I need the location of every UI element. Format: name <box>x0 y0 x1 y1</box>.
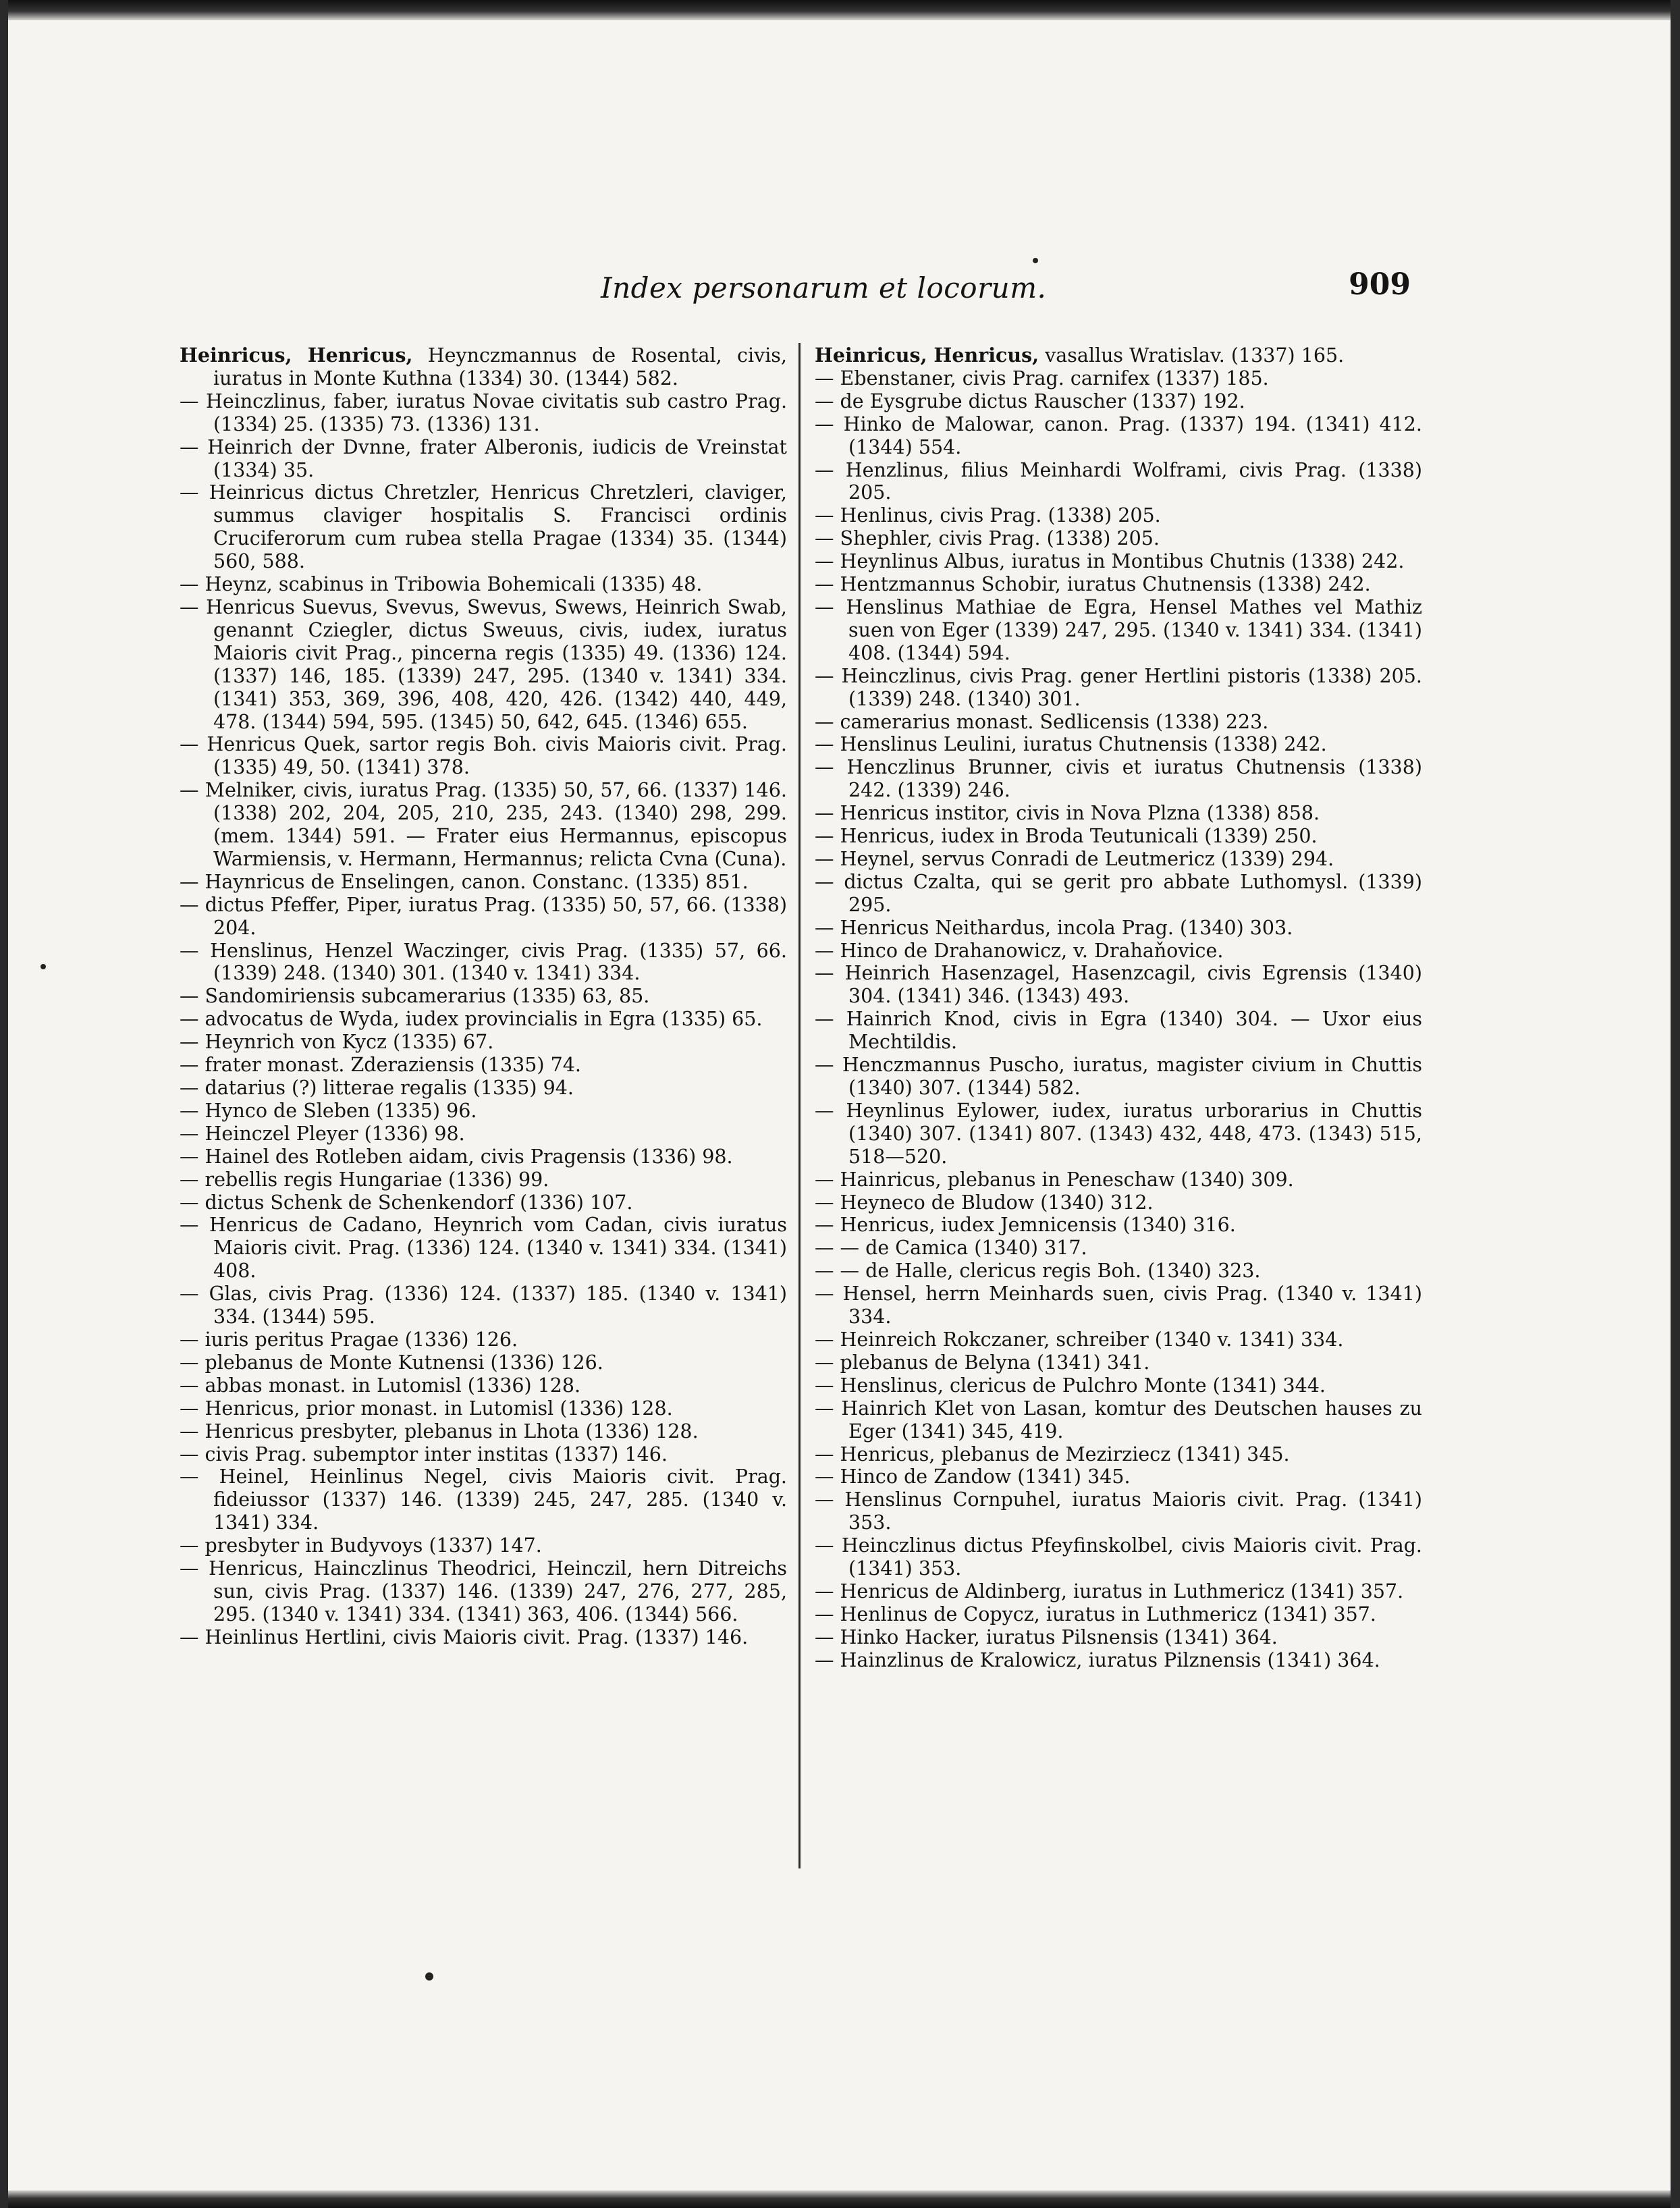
index-entry: — Henricus, plebanus de Mezirziecz (1341) 345. <box>815 1443 1290 1465</box>
index-entry: — dictus Pfeffer, Piper, iuratus Prag. (1335) 50, 57, 66. (1338) 204. <box>180 893 787 939</box>
index-entry: — Henricus Suevus, Svevus, Swevus, Swews, Heinrich Swab, genannt Cziegler, dictus Sweuus, civis, iudex, iuratus Maioris civit Prag., pincerna regis (1335) 49. (1336) 124. (1337) 146, 185. (1339) 247, 295. (1340 v. 1341) 334. (1341) 353, 369, 396, 408, 420, 426. (1342) 440, 449, 478. (1344) 594, 595. (1345) 50, 642, 645. (1346) 655. <box>180 595 787 733</box>
index-entry: — — de Camica (1340) 317. <box>815 1237 1087 1260</box>
index-entry: — Henricus, iudex in Broda Teutunicali (1339) 250. <box>815 825 1318 848</box>
index-entry: — Henricus, Hainczlinus Theodrici, Heinczil, hern Ditreichs sun, civis Prag. (1337) 146. (1339) 247, 276, 277, 285, 295. (1340 v. 1341) 334. (1341) 363, 406. (1344) 566. <box>180 1557 787 1625</box>
index-entry: — Heynel, servus Conradi de Leutmericz (1339) 294. <box>815 847 1334 870</box>
entry-text: vasallus Wratislav. (1337) 165. <box>1039 344 1345 367</box>
page-header <box>175 263 1411 317</box>
index-entry-head <box>815 344 1422 367</box>
index-entry: — advocatus de Wyda, iudex provincialis in Egra (1335) 65. <box>180 1008 763 1031</box>
page-number: 909 <box>1349 267 1411 302</box>
index-entry: — Heynrich von Kycz (1335) 67. <box>180 1031 494 1054</box>
index-entry: — Ebenstaner, civis Prag. carnifex (1337) 185. <box>815 367 1269 389</box>
index-entry: — Henslinus, Henzel Waczinger, civis Prag. (1335) 57, 66. (1339) 248. (1340) 301. (1340 v. 1341) 334. <box>180 939 787 985</box>
index-entry: — presbyter in Budyvoys (1337) 147. <box>180 1534 542 1557</box>
index-entry: — Heinrich der Dvnne, frater Alberonis, iudicis de Vreinstat (1334) 35. <box>180 435 787 481</box>
index-entry: — Hinco de Drahanowicz, v. Drahaňovice. <box>815 939 1224 962</box>
index-entry: — Heynlinus Eylower, iudex, iuratus urborarius in Chuttis (1340) 307. (1341) 807. (1343) 432, 448, 473. (1343) 515, 518—520. <box>815 1099 1422 1168</box>
index-entry: — Henricus, iudex Jemnicensis (1340) 316. <box>815 1214 1236 1237</box>
index-entry: — Shephler, civis Prag. (1338) 205. <box>815 527 1160 550</box>
index-entry: — Heinel, Heinlinus Negel, civis Maioris civit. Prag. fideiussor (1337) 146. (1339) 245, 247, 285. (1340 v. 1341) 334. <box>180 1465 787 1534</box>
index-entry: — Henczmannus Puscho, iuratus, magister civium in Chuttis (1340) 307. (1344) 582. <box>815 1054 1422 1099</box>
index-entry: — Hainzlinus de Kralowicz, iuratus Pilznensis (1341) 364. <box>815 1648 1380 1671</box>
entry-headword: Heinricus, Henricus, <box>815 344 1039 367</box>
index-entry: — Henslinus, clericus de Pulchro Monte (1341) 344. <box>815 1374 1326 1397</box>
index-entry: — Hentzmannus Schobir, iuratus Chutnensis (1338) 242. <box>815 573 1371 596</box>
index-entry: — abbas monast. in Lutomisl (1336) 128. <box>180 1374 581 1397</box>
index-entry: — Hynco de Sleben (1335) 96. <box>180 1099 477 1122</box>
index-entry: — plebanus de Monte Kutnensi (1336) 126. <box>180 1351 603 1374</box>
index-entry: — Heinczlinus, faber, iuratus Novae civitatis sub castro Prag. (1334) 25. (1335) 73. (1336) 131. <box>180 389 787 435</box>
index-entry: — Henricus de Cadano, Heynrich vom Cadan, civis iuratus Maioris civit. Prag. (1336) 124. (1340 v. 1341) 334. (1341) 408. <box>180 1214 787 1283</box>
index-entry: — iuris peritus Pragae (1336) 126. <box>180 1328 518 1351</box>
entry-headword: Heinricus, Henricus, <box>180 344 413 367</box>
index-entry: — Heinrich Hasenzagel, Hasenzcagil, civis Egrensis (1340) 304. (1341) 346. (1343) 493. <box>815 962 1422 1008</box>
index-entry: — Hainel des Rotleben aidam, civis Pragensis (1336) 98. <box>180 1145 733 1168</box>
index-entry: — Hinko Hacker, iuratus Pilsnensis (1341) 364. <box>815 1625 1278 1648</box>
index-entry: — Glas, civis Prag. (1336) 124. (1337) 185. (1340 v. 1341) 334. (1344) 595. <box>180 1283 787 1328</box>
index-column-left <box>180 344 787 1649</box>
index-entry: — Henzlinus, filius Meinhardi Wolframi, civis Prag. (1338) 205. <box>815 458 1422 504</box>
index-entry: — rebellis regis Hungariae (1336) 99. <box>180 1168 549 1191</box>
index-entry: — Henslinus Cornpuhel, iuratus Maioris civit. Prag. (1341) 353. <box>815 1488 1422 1534</box>
index-entry: — Hainricus, plebanus in Peneschaw (1340) 309. <box>815 1168 1294 1191</box>
index-entry: — datarius (?) litterae regalis (1335) 94. <box>180 1077 574 1099</box>
index-entry: — Henslinus Leulini, iuratus Chutnensis (1338) 242. <box>815 733 1327 756</box>
index-entry: — Hinco de Zandow (1341) 345. <box>815 1465 1131 1488</box>
index-column-right <box>815 344 1422 1672</box>
index-entry: — Heinreich Rokczaner, schreiber (1340 v. 1341) 334. <box>815 1328 1344 1351</box>
entry-text: Heynczmannus de Rosental, civis, iuratus in Monte Kuthna (1334) 30. (1344) 582. <box>213 344 787 389</box>
index-entry: — Heinczel Pleyer (1336) 98. <box>180 1122 465 1145</box>
index-entry: — Hensel, herrn Meinhards suen, civis Prag. (1340 v. 1341) 334. <box>815 1283 1422 1328</box>
index-entry: — Henricus Neithardus, incola Prag. (1340) 303. <box>815 916 1293 939</box>
index-entry: — Sandomiriensis subcamerarius (1335) 63, 85. <box>180 985 650 1008</box>
index-entry: — Henlinus, civis Prag. (1338) 205. <box>815 504 1161 527</box>
index-entry: — Hinko de Malowar, canon. Prag. (1337) 194. (1341) 412. (1344) 554. <box>815 412 1422 458</box>
index-entry: — Henricus institor, civis in Nova Plzna (1338) 858. <box>815 802 1320 825</box>
index-entry: — Henricus presbyter, plebanus in Lhota (1336) 128. <box>180 1420 699 1443</box>
index-entry: — plebanus de Belyna (1341) 341. <box>815 1351 1150 1374</box>
index-entry: — Heynlinus Albus, iuratus in Montibus Chutnis (1338) 242. <box>815 550 1405 573</box>
scan-border-left <box>0 0 8 2208</box>
index-entry: — de Eysgrube dictus Rauscher (1337) 192. <box>815 389 1245 412</box>
index-entry: — dictus Czalta, qui se gerit pro abbate Luthomysl. (1339) 295. <box>815 870 1422 916</box>
index-entry: — Henlinus de Copycz, iuratus in Luthmericz (1341) 357. <box>815 1603 1376 1625</box>
index-entry: — Henricus de Aldinberg, iuratus in Luthmericz (1341) 357. <box>815 1580 1404 1603</box>
running-title: Index personarum et locorum. <box>601 271 1047 304</box>
index-entry: — Heinlinus Hertlini, civis Maioris civit. Prag. (1337) 146. <box>180 1625 749 1648</box>
index-entry: — Heyneco de Bludow (1340) 312. <box>815 1191 1154 1214</box>
index-entry: — Heinricus dictus Chretzler, Henricus Chretzleri, claviger, summus claviger hospitalis S. Francisci ordinis Cruciferorum cum rubea stella Pragae (1334) 35. (1344) 560, 588. <box>180 481 787 573</box>
index-entry: — Henricus Quek, sartor regis Boh. civis Maioris civit. Prag. (1335) 49, 50. (1341) 378. <box>180 733 787 779</box>
index-entry: — camerarius monast. Sedlicensis (1338) 223. <box>815 710 1269 733</box>
index-entry: — frater monast. Zderaziensis (1335) 74. <box>180 1054 581 1077</box>
index-entry: — Haynricus de Enselingen, canon. Constanc. (1335) 851. <box>180 870 749 893</box>
index-entry: — Heinczlinus, civis Prag. gener Hertlini pistoris (1338) 205. (1339) 248. (1340) 301. <box>815 664 1422 710</box>
index-entry: — Melniker, civis, iuratus Prag. (1335) 50, 57, 66. (1337) 146. (1338) 202, 204, 205, 210, 235, 243. (1340) 298, 299. (mem. 1344) 591. — Frater eius Hermannus, episcopus Warmiensis, v. Hermann, Hermannus; relicta Cvna (Cuna). <box>180 779 787 870</box>
index-entry: — Henricus, prior monast. in Lutomisl (1336) 128. <box>180 1397 673 1420</box>
scan-border-right <box>1671 0 1680 2208</box>
column-divider <box>798 343 801 1868</box>
ink-speck <box>40 964 46 969</box>
ink-speck <box>1033 258 1038 263</box>
scan-border-bottom <box>0 2190 1680 2208</box>
index-entry: — dictus Schenk de Schenkendorf (1336) 107. <box>180 1191 633 1214</box>
index-entry: — — de Halle, clericus regis Boh. (1340) 323. <box>815 1260 1261 1283</box>
index-entry-head <box>180 344 787 390</box>
index-entry: — Henczlinus Brunner, civis et iuratus Chutnensis (1338) 242. (1339) 246. <box>815 756 1422 802</box>
index-entry: — Henslinus Mathiae de Egra, Hensel Mathes vel Mathiz suen von Eger (1339) 247, 295. (1340 v. 1341) 334. (1341) 408. (1344) 594. <box>815 595 1422 664</box>
index-entry: — Hainrich Knod, civis in Egra (1340) 304. — Uxor eius Mechtildis. <box>815 1008 1422 1054</box>
ink-speck <box>425 1972 433 1981</box>
index-entry: — Hainrich Klet von Lasan, komtur des Deutschen hauses zu Eger (1341) 345, 419. <box>815 1397 1422 1443</box>
scan-border-top <box>0 0 1680 20</box>
index-entry: — civis Prag. subemptor inter institas (1337) 146. <box>180 1443 668 1465</box>
index-entry: — Heinczlinus dictus Pfeyfinskolbel, civis Maioris civit. Prag. (1341) 353. <box>815 1534 1422 1580</box>
index-entry: — Heynz, scabinus in Tribowia Bohemicali (1335) 48. <box>180 573 703 596</box>
